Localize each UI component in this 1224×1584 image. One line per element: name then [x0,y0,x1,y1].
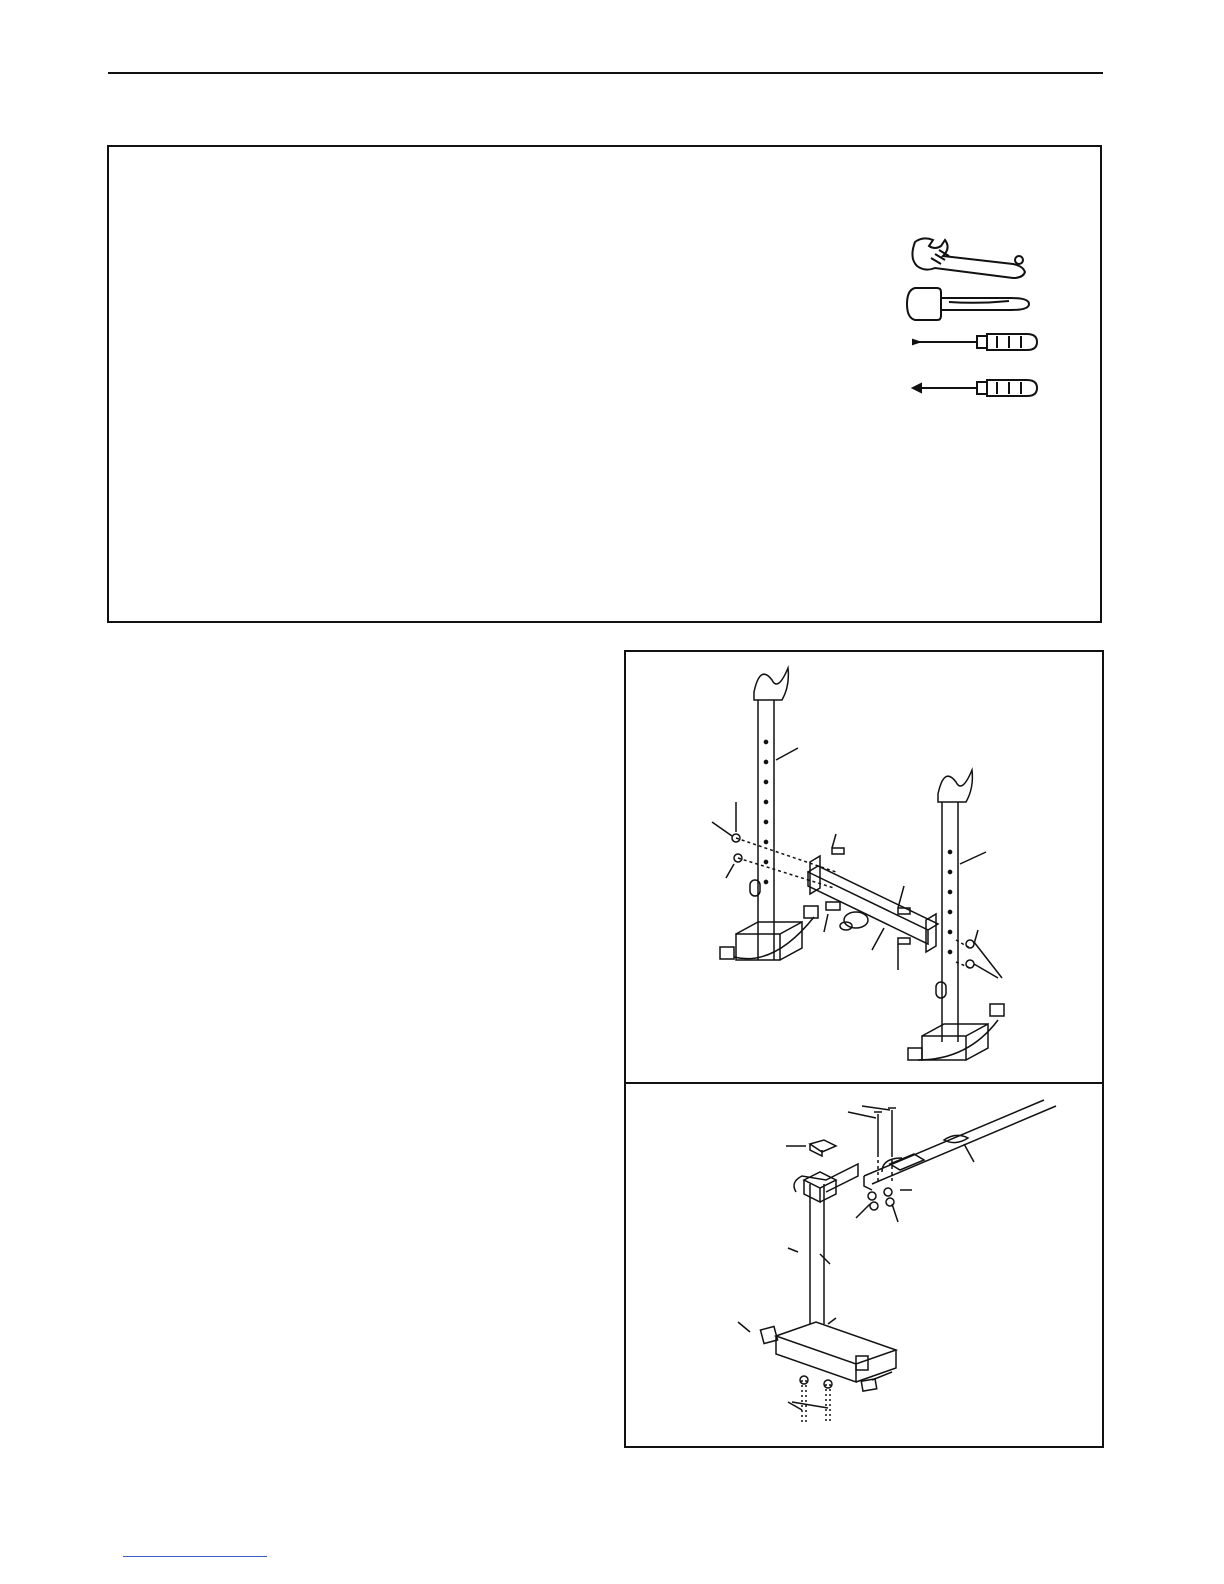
flat-screwdriver-icon [913,334,1037,350]
assembly-figure-2 [624,1082,1104,1448]
assembly-figure-1 [624,650,1104,1084]
header-rule [108,72,1103,74]
rack-assembly-diagram [626,652,1102,1082]
footer-link-underline[interactable] [123,1556,267,1557]
adjustable-wrench-icon [912,238,1025,278]
base-assembly-diagram [626,1084,1102,1446]
tools-illustration [905,232,1045,402]
rubber-mallet-icon [907,288,1029,320]
phillips-screwdriver-icon [913,380,1037,396]
